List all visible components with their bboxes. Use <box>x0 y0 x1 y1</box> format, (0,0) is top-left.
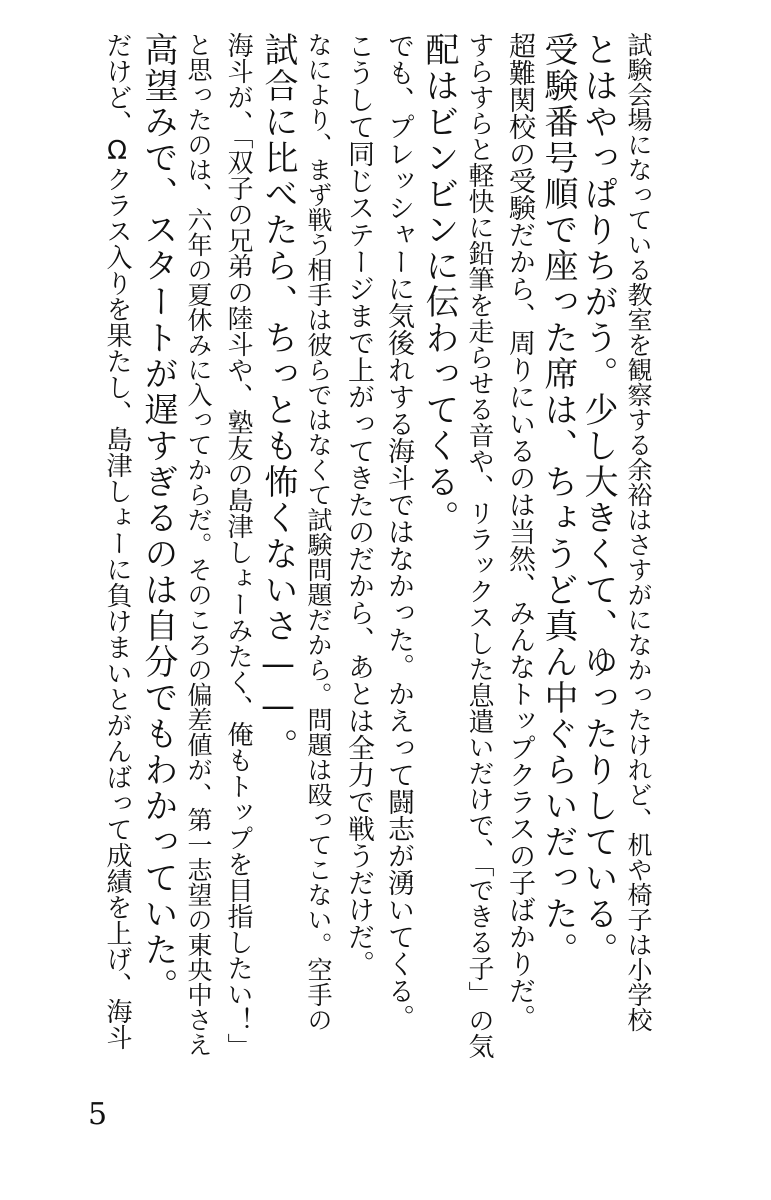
text-line: でも、プレッシャーに気後れする海斗ではなかった。かえって闘志が湧いてくる。 <box>383 32 414 1031</box>
text-line: 高望みで、スタートが遅すぎるのは自分でもわかっていた。 <box>138 32 178 1004</box>
text-line: だけど、Ωクラス入りを果たし、島津しょーに負けまいとがんばって成績を上げ、海斗 <box>102 32 132 1050</box>
text-line: すらすらと軽快に鉛筆を走らせる音や、リラックスした息遣いだけで、「できる子」の気 <box>464 32 494 1059</box>
text-line: 海斗が、「双子の兄弟の陸斗や、塾友の島津しょーみたく、俺もトップを目指したい！」 <box>223 32 253 1059</box>
text-line: 試合に比べたら、ちっとも怖くないさ——。 <box>258 32 298 764</box>
text-line: なにより、まず戦う相手は彼らではなくて試験問題だから。問題は殴ってこない。空手の <box>304 32 333 1032</box>
text-line: こうして同じステージまで上がってきたのだから、あとは全力で戦うだけだ。 <box>343 32 374 977</box>
text-line: 受験番号順で座った席は、ちょうど真ん中ぐらいだった。 <box>538 32 578 968</box>
text-line: 試験会場になっている教室を観察する余裕はさすがになかったけれど、机や椅子は小学校 <box>624 32 653 1032</box>
text-line: 配はビンビンに伝わってくる。 <box>419 32 459 536</box>
text-line: 超難関校の受験だから、周りにいるのは当然、みんなトップクラスの子ばかりだ。 <box>504 32 535 1031</box>
text-line: と思ったのは、六年の夏休みに入ってからだ。そのころの偏差値が、第一志望の東央中さえ <box>184 32 213 1057</box>
text-line: とはやっぱりちがう。少し大きくて、ゆったりしている。 <box>578 32 618 968</box>
page-number: 5 <box>88 1097 108 1132</box>
